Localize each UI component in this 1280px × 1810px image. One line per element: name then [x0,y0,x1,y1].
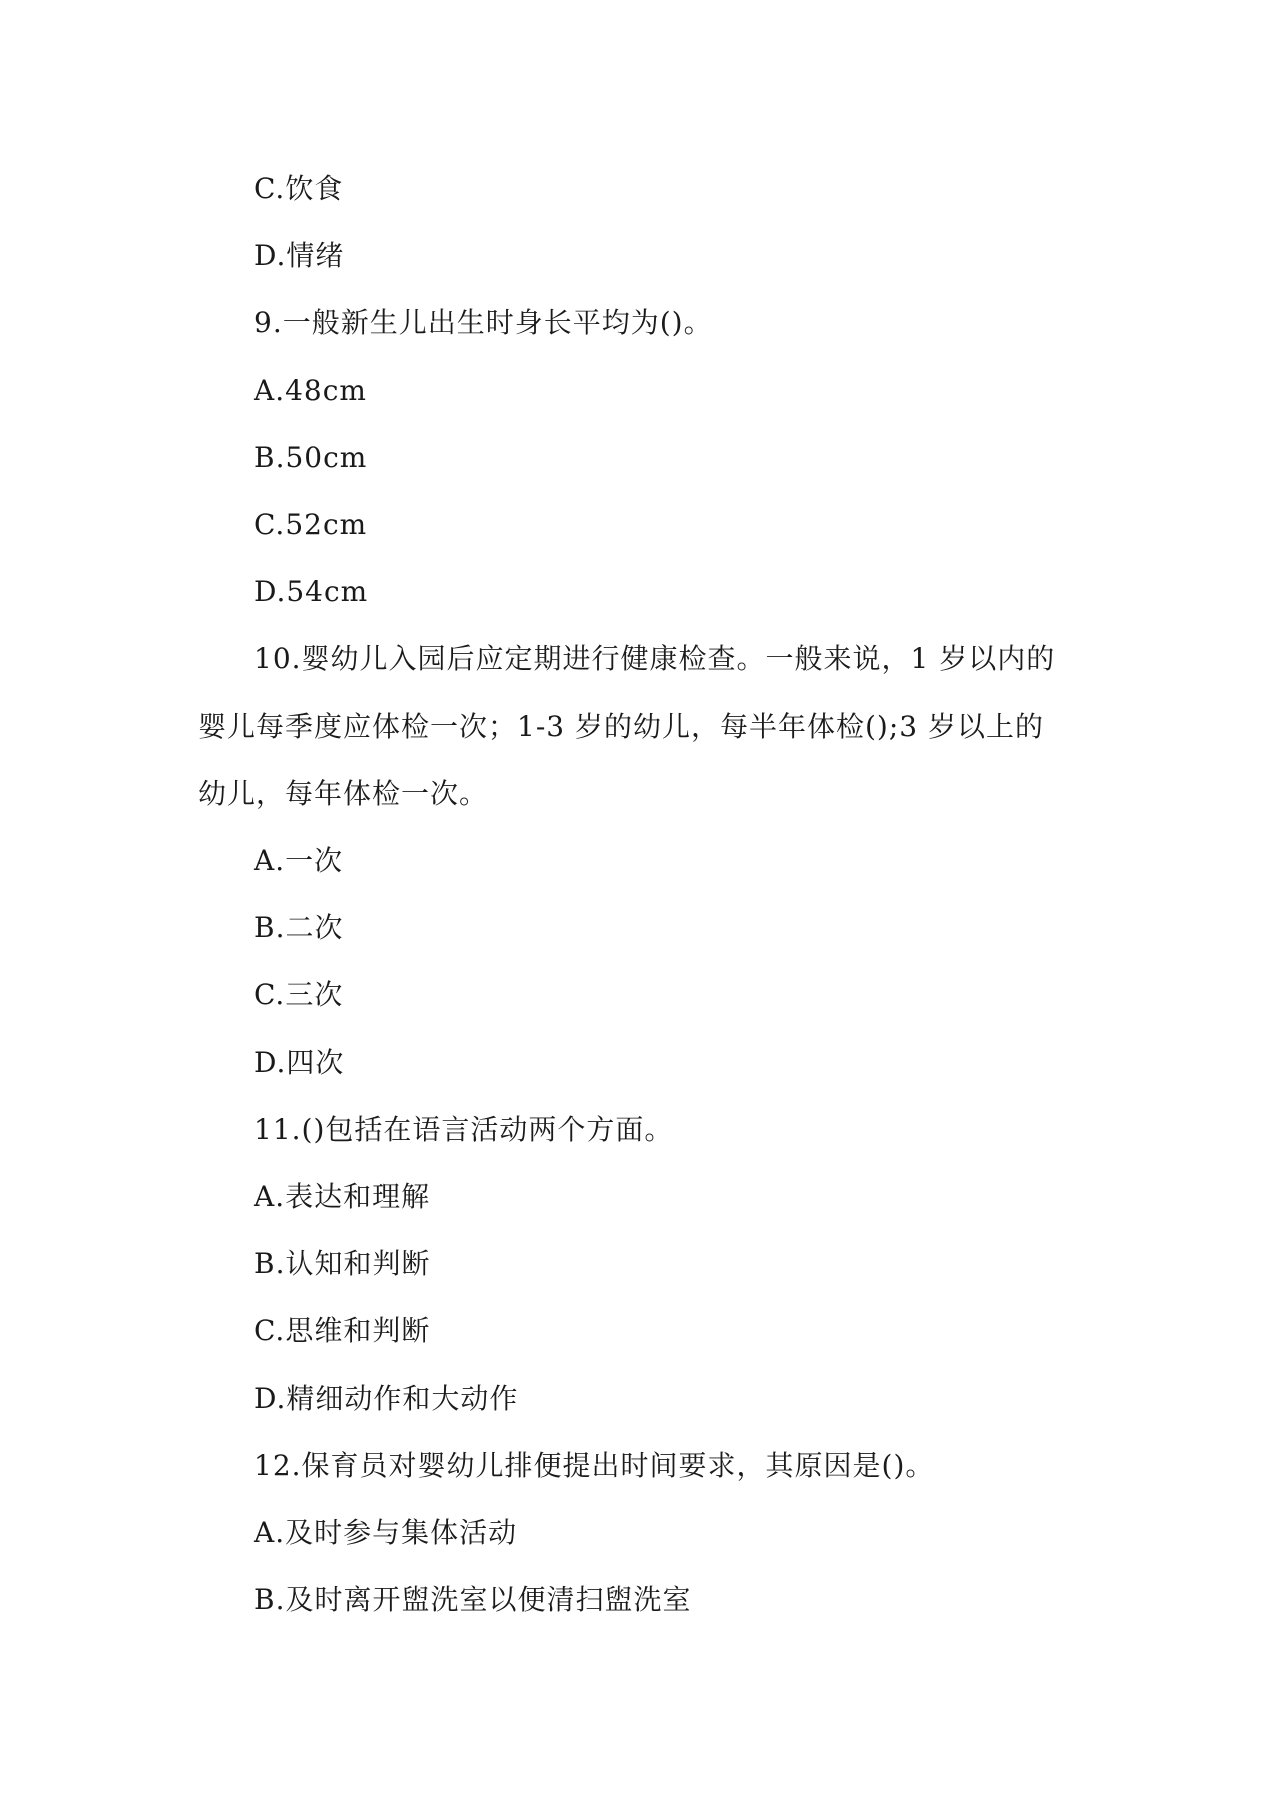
q11-option-b: B.认知和判断 [254,1247,431,1280]
q10-option-d: D.四次 [254,1046,345,1079]
q10-option-c: C.三次 [254,978,344,1011]
q10-option-a: A.一次 [254,844,344,877]
q11-option-a: A.表达和理解 [254,1180,431,1213]
q12-option-a: A.及时参与集体活动 [254,1516,518,1549]
q11-option-d: D.精细动作和大动作 [254,1382,519,1415]
q8-option-d: D.情绪 [254,239,345,272]
q11-stem: 11.()包括在语言活动两个方面。 [254,1113,674,1146]
q11-option-c: C.思维和判断 [254,1314,431,1347]
q10-option-b: B.二次 [254,911,344,944]
q8-option-c: C.饮食 [254,172,344,205]
q9-stem: 9.一般新生儿出生时身长平均为()。 [254,306,713,339]
q9-option-d: D.54cm [254,575,369,608]
q10-stem-line1: 10.婴幼儿入园后应定期进行健康检查。一般来说，1 岁以内的 [254,642,1056,675]
q9-option-c: C.52cm [254,508,368,541]
q9-option-a: A.48cm [254,374,367,407]
q10-stem-line2: 婴儿每季度应体检一次；1-3 岁的幼儿，每半年体检();3 岁以上的 [198,710,1044,743]
q9-option-b: B.50cm [254,441,368,474]
q10-stem-line3: 幼儿，每年体检一次。 [198,777,489,810]
q12-option-b: B.及时离开盥洗室以便清扫盥洗室 [254,1583,692,1616]
q12-stem: 12.保育员对婴幼儿排便提出时间要求，其原因是()。 [254,1449,935,1482]
